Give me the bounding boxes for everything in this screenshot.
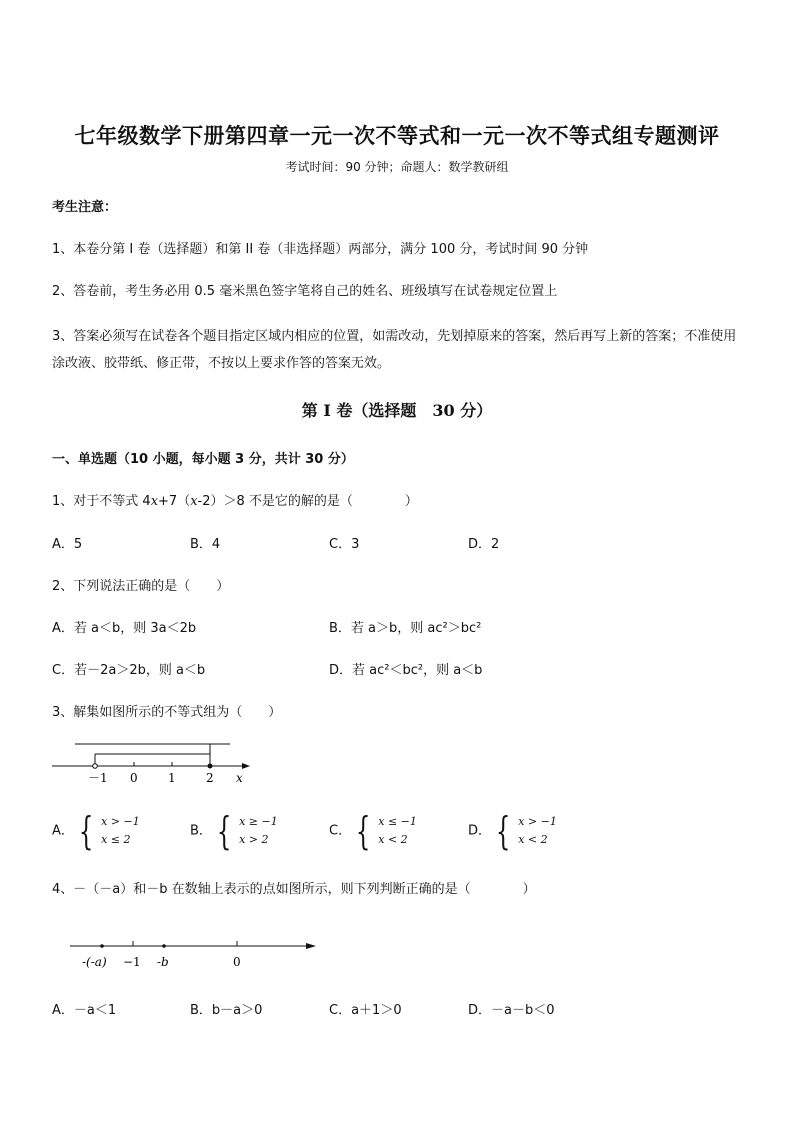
q4-axis-arrow [306, 943, 316, 949]
notice-heading: 考生注意： [52, 200, 118, 215]
exam-title: 七年级数学下册第四章一元一次不等式和一元一次不等式组专题测评 [74, 123, 720, 148]
q2-option-d[interactable]: D．若 ac²＜bc²，则 a＜b [329, 663, 483, 678]
q3-number-line [50, 738, 260, 788]
section-title: 第 I 卷（选择题 30 分） [301, 401, 493, 420]
q2-option-a[interactable]: A．若 a＜b，则 3a＜2b [52, 621, 197, 636]
brace-icon: { [216, 809, 232, 853]
brace-icon: { [355, 809, 371, 853]
q3-option-d[interactable]: D． { x > −1 x < 2 [468, 809, 557, 853]
q4-point-neg-b [162, 944, 166, 948]
q1-option-d[interactable]: D．2 [468, 537, 500, 552]
exam-subtitle: 考试时间：90 分钟；命题人：数学教研组 [285, 160, 509, 174]
question-1-stem: 1、对于不等式 4x+7（x-2）＞8 不是它的解的是（ ） [52, 494, 418, 509]
q3-closed-point [208, 764, 213, 769]
notice-item-2: 2、答卷前，考生务必用 0.5 毫米黑色签字笔将自己的姓名、班级填写在试卷规定位置上 [52, 284, 558, 299]
part-heading: 一、单选题（10 小题，每小题 3 分，共计 30 分） [52, 452, 354, 467]
q4-label-neg-neg-a: -(-a) [82, 955, 107, 969]
q3-label-minus1: －1 [88, 771, 108, 785]
q3-label-2: 2 [206, 771, 214, 785]
q3-label-1: 1 [168, 771, 176, 785]
q4-number-line [66, 936, 326, 972]
q3-option-b[interactable]: B． { x ≥ −1 x > 2 [190, 809, 278, 853]
q3-option-a[interactable]: A． { x > −1 x ≤ 2 [52, 809, 140, 853]
brace-icon: { [78, 809, 94, 853]
question-3-stem: 3、解集如图所示的不等式组为（ ） [52, 705, 282, 720]
q3-axis-arrow [242, 763, 250, 769]
q4-label-neg-b: -b [157, 955, 169, 969]
q2-option-b[interactable]: B．若 a＞b，则 ac²＞bc² [329, 621, 482, 636]
q3-option-c[interactable]: C． { x ≤ −1 x < 2 [329, 809, 417, 853]
q1-option-a[interactable]: A．5 [52, 537, 83, 552]
q3-label-x: x [236, 771, 243, 785]
question-2-stem: 2、下列说法正确的是（ ） [52, 579, 230, 594]
q4-label-minus1: −1 [123, 955, 141, 969]
q3-label-0: 0 [130, 771, 138, 785]
q4-point-neg-neg-a [100, 944, 104, 948]
q2-option-c[interactable]: C．若－2a＞2b，则 a＜b [52, 663, 206, 678]
question-4-stem: 4、－（－a）和－b 在数轴上表示的点如图所示，则下列判断正确的是（ ） [52, 882, 536, 897]
brace-icon: { [495, 809, 511, 853]
q4-option-a[interactable]: A．－a＜1 [52, 1003, 117, 1018]
q4-option-b[interactable]: B．b－a＞0 [190, 1003, 263, 1018]
notice-item-3: 3、答案必须写在试卷各个题目指定区域内相应的位置，如需改动，先划掉原来的答案，然后再写上新的答案；不准使用涂改液、胶带纸、修正带，不按以上要求作答的答案无效。 [52, 329, 737, 371]
q1-option-c[interactable]: C．3 [329, 537, 360, 552]
notice-item-1: 1、本卷分第 I 卷（选择题）和第 II 卷（非选择题）两部分，满分 100 分，考试时间 90 分钟 [52, 242, 589, 257]
q4-label-0: 0 [233, 955, 241, 969]
q4-option-d[interactable]: D．－a－b＜0 [468, 1003, 555, 1018]
q4-option-c[interactable]: C．a＋1＞0 [329, 1003, 402, 1018]
q3-open-point [93, 764, 98, 769]
q1-option-b[interactable]: B．4 [190, 537, 221, 552]
